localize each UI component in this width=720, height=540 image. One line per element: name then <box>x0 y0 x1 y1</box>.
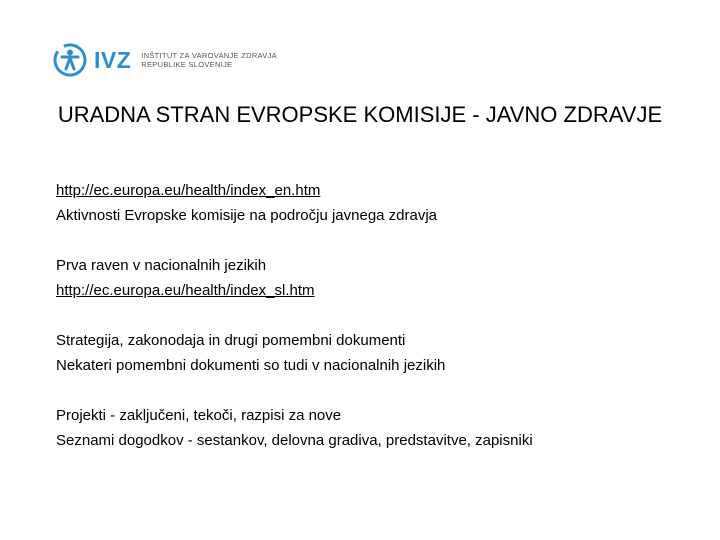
paragraph-3 <box>56 328 696 378</box>
paragraph-1 <box>56 178 696 228</box>
logo-line-2: REPUBLIKE SLOVENIJE <box>141 60 233 69</box>
logo-institution-name <box>141 51 277 69</box>
health-sl-link[interactable]: http://ec.europa.eu/health/index_sl.htm <box>56 282 315 299</box>
paragraph-4 <box>56 403 696 453</box>
paragraph-3-line-1: Strategija, zakonodaja in drugi pomembni dokumenti <box>56 332 406 349</box>
paragraph-1-text: Aktivnosti Evropske komisije na področju javnega zdravja <box>56 207 438 224</box>
ivz-logo <box>52 40 277 80</box>
logo-line-1: INŠTITUT ZA VAROVANJE ZDRAVJA <box>141 51 277 60</box>
health-en-link[interactable]: http://ec.europa.eu/health/index_en.htm <box>56 182 321 199</box>
paragraph-4-line-2: Seznami dogodkov - sestankov, delovna gradiva, predstavitve, zapisniki <box>56 432 533 449</box>
ivz-logo-icon <box>52 42 88 78</box>
paragraph-2 <box>56 253 696 303</box>
paragraph-2-text: Prva raven v nacionalnih jezikih <box>56 257 267 274</box>
content <box>56 178 696 453</box>
logo-abbreviation: IVZ <box>94 46 132 73</box>
paragraph-4-line-1: Projekti - zaključeni, tekoči, razpisi za nove <box>56 407 342 424</box>
page-title: URADNA STRAN EVROPSKE KOMISIJE - JAVNO ZDRAVJE <box>57 102 663 127</box>
paragraph-3-line-2: Nekateri pomembni dokumenti so tudi v nacionalnih jezikih <box>56 357 446 374</box>
